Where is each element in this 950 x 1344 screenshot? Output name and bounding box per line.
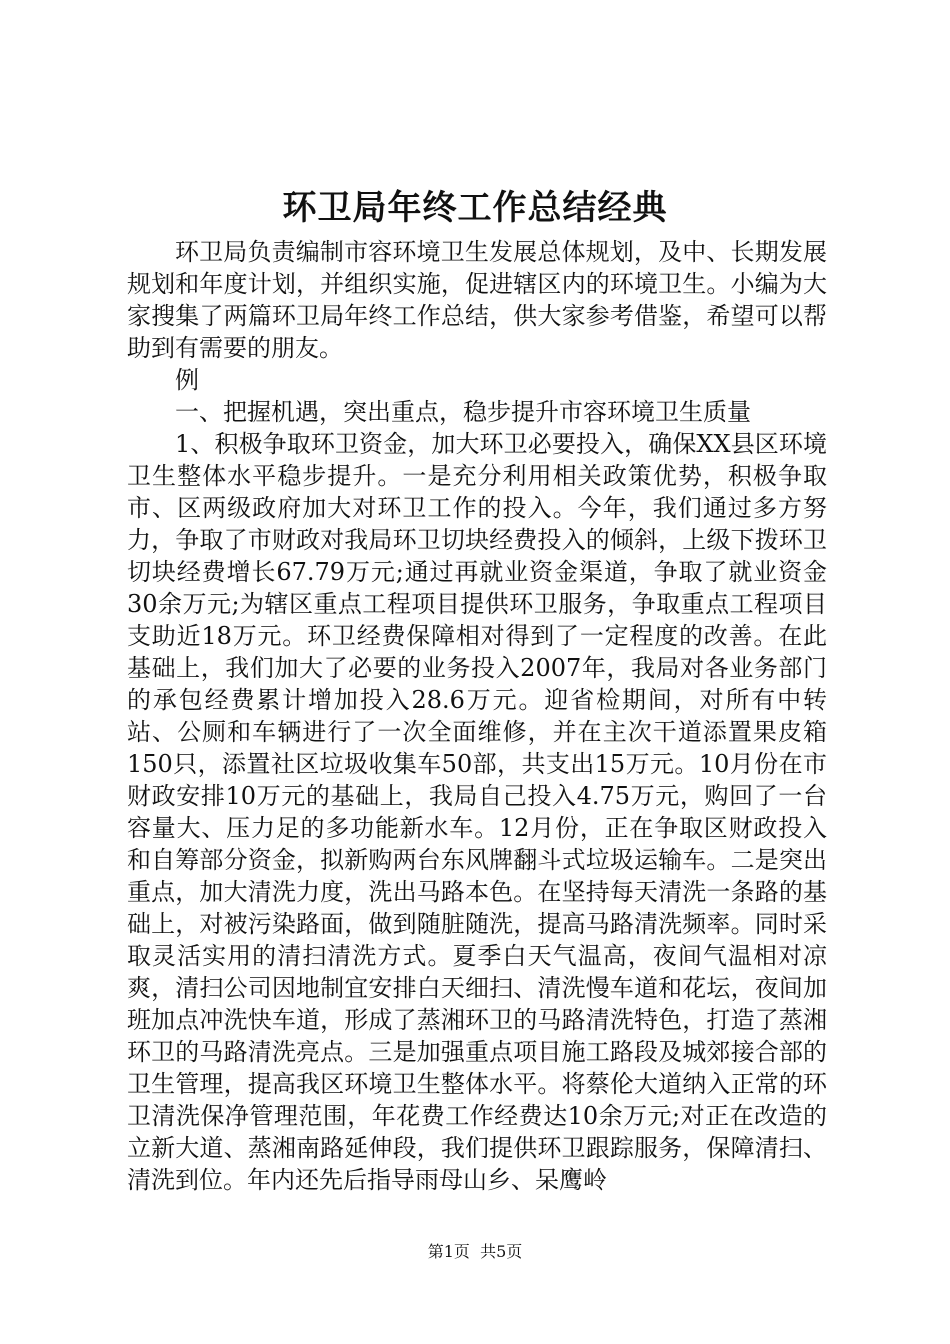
page-number: 第1页: [427, 1242, 470, 1261]
example-label: 例: [175, 366, 199, 394]
document-title: 环卫局年终工作总结经典: [282, 188, 668, 228]
intro-paragraph: 环卫局负责编制市容环境卫生发展总体规划，及中、长期发展规划和年度计划，并组织实施，促进辖区内的环境卫生。小编为大家搜集了两篇环卫局年终工作总结，供大家参考借鉴，希望可以帮助到有需要的朋友。: [127, 238, 827, 362]
section-heading: 一、把握机遇，突出重点，稳步提升市容环境卫生质量: [175, 398, 751, 426]
document-body: [127, 236, 827, 1196]
body-paragraph: 1、积极争取环卫资金，加大环卫必要投入，确保XX县区环境卫生整体水平稳步提升。一是充分利用相关政策优势，积极争取市、区两级政府加大对环卫工作的投入。今年，我们通过多方努力，争取了市财政对我局环卫切块经费投入的倾斜，上级下拨环卫切块经费增长67.79万元;通过再就业资金渠道，争取了就业资金30余万元;为辖区重点工程项目提供环卫服务，争取重点工程项目支助近18万元。环卫经费保障相对得到了一定程度的改善。在此基础上，我们加大了必要的业务投入2007年，我局对各业务部门的承包经费累计增加投入28.6万元。迎省检期间，对所有中转站、公厕和车辆进行了一次全面维修，并在主次干道添置果皮箱150只，添置社区垃圾收集车50部，共支出15万元。10月份在市财政安排10万元的基础上，我局自己投入4.75万元，购回了一台容量大、压力足的多功能新水车。12月份，正在争取区财政投入和自筹部分资金，拟新购两台东风牌翻斗式垃圾运输车。二是突出重点，加大清洗力度，洗出马路本色。在坚持每天清洗一条路的基础上，对被污染路面，做到随脏随洗，提高马路清洗频率。同时采取灵活实用的清扫清洗方式。夏季白天气温高，夜间气温相对凉爽，清扫公司因地制宜安排白天细扫、清洗慢车道和花坛，夜间加班加点冲洗快车道，形成了蒸湘环卫的马路清洗特色，打造了蒸湘环卫的马路清洗亮点。三是加强重点项目施工路段及城郊接合部的卫生管理，提高我区环境卫生整体水平。将蔡伦大道纳入正常的环卫清洗保净管理范围，年花费工作经费达10余万元;对正在改造的立新大道、蒸湘南路延伸段，我们提供环卫跟踪服务，保障清扫、清洗到位。年内还先后指导雨母山乡、呆鹰岭: [127, 430, 827, 1194]
page-total: 共5页: [480, 1242, 523, 1261]
page-footer: [0, 1240, 950, 1264]
